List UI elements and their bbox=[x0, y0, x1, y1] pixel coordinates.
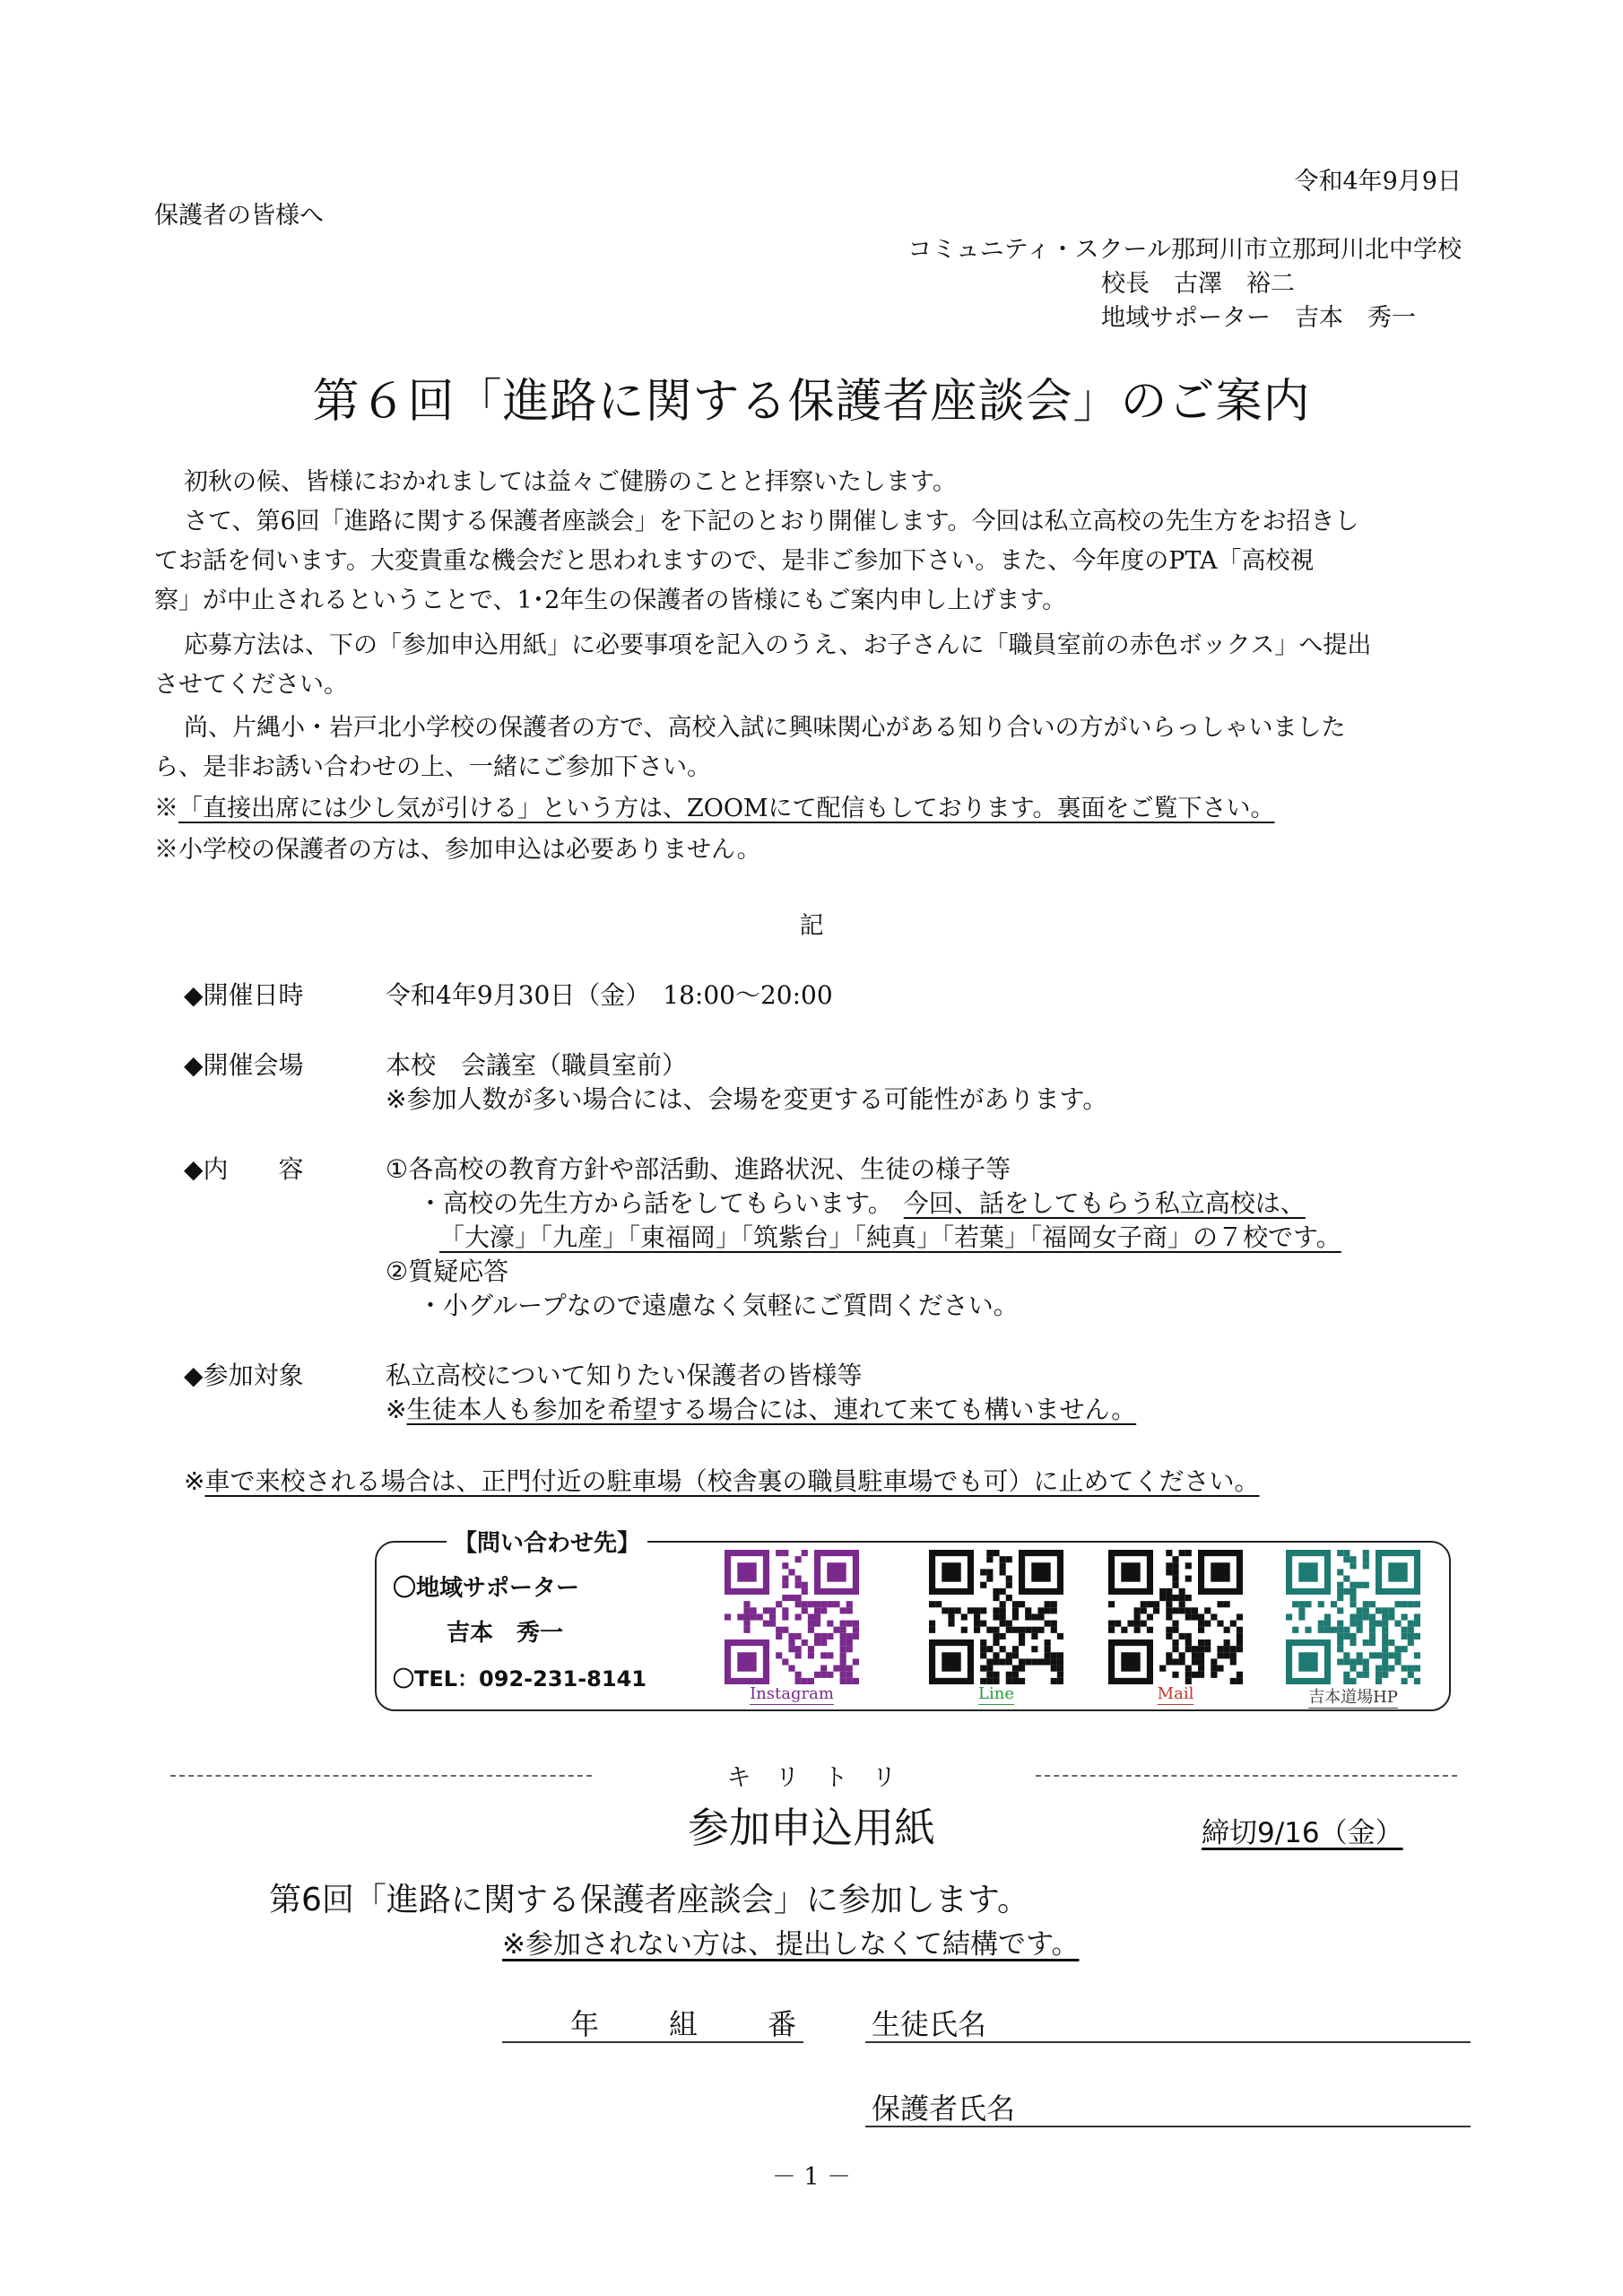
venue-label: ◆開催会場 bbox=[184, 1050, 304, 1080]
greeting-paragraph: 初秋の候、皆様におかれましては益々ご健勝のことと拝察いたします。 bbox=[184, 468, 957, 496]
note-mark: ※ bbox=[154, 795, 178, 822]
contact-phone: 〇TEL：092-231-8141 bbox=[393, 1666, 647, 1692]
ki-heading: 記 bbox=[799, 912, 824, 940]
student-name-label: 生徒氏名 bbox=[872, 2007, 987, 2041]
page-number: － 1 － bbox=[771, 2163, 852, 2191]
sender-org: コミュニティ・スクール那珂川市立那珂川北中学校 bbox=[907, 236, 1462, 264]
recipient: 保護者の皆様へ bbox=[154, 202, 324, 230]
parking-note-text: 車で来校される場合は、正門付近の駐車場（校舎裏の職員駐車場でも可）に止めてください。 bbox=[204, 1466, 1260, 1496]
content-item-1a-underlined: 今回、話をしてもらう私立高校は、 bbox=[903, 1188, 1306, 1218]
contact-role: 〇地域サポーター bbox=[393, 1575, 580, 1602]
elementary-note: ※小学校の保護者の方は、参加申込は必要ありません。 bbox=[154, 836, 761, 864]
form-statement: 第6回「進路に関する保護者座談会」に参加します。 bbox=[269, 1882, 1030, 1918]
intro-line-3: 察」が中止されるということで、1･2年生の保護者の皆様にもご案内申し上げます。 bbox=[154, 587, 1067, 614]
parent-name-label: 保護者氏名 bbox=[872, 2092, 1016, 2126]
page-title: 第６回「進路に関する保護者座談会」のご案内 bbox=[312, 375, 1311, 429]
number-label: 番 bbox=[768, 2007, 797, 2041]
year-label: 年 bbox=[570, 2007, 600, 2041]
website-caption[interactable]: 吉本道場HP bbox=[1308, 1688, 1398, 1707]
invite-line-2: ら、是非お誘い合わせの上、一緒にご参加下さい。 bbox=[154, 753, 711, 781]
contact-heading: 【問い合わせ先】 bbox=[447, 1525, 647, 1558]
zoom-note bbox=[154, 791, 1275, 827]
date-label: ◆開催日時 bbox=[184, 980, 304, 1010]
issue-date: 令和4年9月9日 bbox=[1294, 168, 1462, 196]
zoom-note-text: 「直接出席には少し気が引ける」という方は、ZOOMにて配信もしております。裏面をご覧下さい。 bbox=[178, 795, 1275, 822]
line-qr-icon[interactable] bbox=[929, 1550, 1063, 1684]
venue-note: ※参加人数が多い場合には、会場を変更する可能性があります。 bbox=[386, 1084, 1108, 1114]
parent-name-field[interactable] bbox=[865, 2126, 1471, 2127]
line-caption[interactable]: Line bbox=[978, 1684, 1014, 1703]
website-qr-icon[interactable] bbox=[1286, 1550, 1420, 1684]
intro-line-2: てお話を伺います。大変貴重な機会だと思われますので、是非ご参加下さい。また、今年度のPTA「高校視 bbox=[154, 547, 1315, 575]
target-note bbox=[386, 1390, 1136, 1426]
instagram-caption[interactable]: Instagram bbox=[750, 1684, 834, 1703]
instagram-qr-icon[interactable] bbox=[725, 1550, 859, 1684]
cut-line-right bbox=[1036, 1775, 1457, 1777]
target-note-text: 生徒本人も参加を希望する場合には、連れて来ても構いません。 bbox=[406, 1395, 1137, 1424]
apply-line-1: 応募方法は、下の「参加申込用紙」に必要事項を記入のうえ、お子さんに「職員室前の赤色ボックス」へ提出 bbox=[184, 631, 1372, 659]
apply-line-2: させてください。 bbox=[154, 671, 348, 699]
form-deadline: 締切9/16（金） bbox=[1202, 1817, 1403, 1849]
content-item-1a-text: ・高校の先生方から話をしてもらいます。 bbox=[418, 1188, 893, 1218]
form-title: 参加申込用紙 bbox=[688, 1804, 935, 1852]
target-value: 私立高校について知りたい保護者の皆様等 bbox=[386, 1361, 863, 1390]
content-item-1: ①各高校の教育方針や部活動、進路状況、生徒の様子等 bbox=[386, 1154, 1011, 1184]
target-note-mark: ※ bbox=[386, 1395, 407, 1424]
student-name-field[interactable] bbox=[865, 2041, 1471, 2043]
principal-name: 校長 古澤 裕二 bbox=[1101, 270, 1295, 298]
mail-caption[interactable]: Mail bbox=[1157, 1684, 1194, 1703]
content-item-2a: ・小グループなので遠慮なく気軽にご質問ください。 bbox=[418, 1291, 1019, 1320]
invite-line-1: 尚、片縄小・岩戸北小学校の保護者の方で、高校入試に興味関心がある知り合いの方がいらっしゃいました bbox=[184, 714, 1346, 742]
content-item-2: ②質疑応答 bbox=[386, 1257, 509, 1286]
parking-note-mark: ※ bbox=[184, 1466, 205, 1496]
supporter-name: 地域サポーター 吉本 秀一 bbox=[1101, 304, 1416, 332]
intro-line-1: さて、第6回「進路に関する保護者座談会」を下記のとおり開催します。今回は私立高校の先生方をお招きし bbox=[184, 508, 1359, 535]
class-label: 組 bbox=[669, 2007, 699, 2041]
venue-value: 本校 会議室（職員室前） bbox=[386, 1050, 688, 1080]
content-item-1a bbox=[418, 1184, 1306, 1220]
target-label: ◆参加対象 bbox=[184, 1361, 304, 1390]
contact-name: 吉本 秀一 bbox=[447, 1620, 564, 1647]
parking-note bbox=[184, 1462, 1259, 1498]
mail-qr-icon[interactable] bbox=[1108, 1550, 1243, 1684]
form-note: ※参加されない方は、提出しなくて結構です。 bbox=[502, 1928, 1080, 1961]
school-list: 「大濠」「九産」「東福岡」「筑紫台」「純真」「若葉」「福岡女子商」の７校です。 bbox=[439, 1222, 1341, 1252]
cut-label: キ リ ト リ bbox=[726, 1764, 897, 1792]
date-value: 令和4年9月30日（金） 18:00～20:00 bbox=[386, 980, 833, 1010]
content-label: ◆内 容 bbox=[184, 1154, 304, 1184]
grade-class-number-field[interactable] bbox=[502, 2041, 803, 2043]
